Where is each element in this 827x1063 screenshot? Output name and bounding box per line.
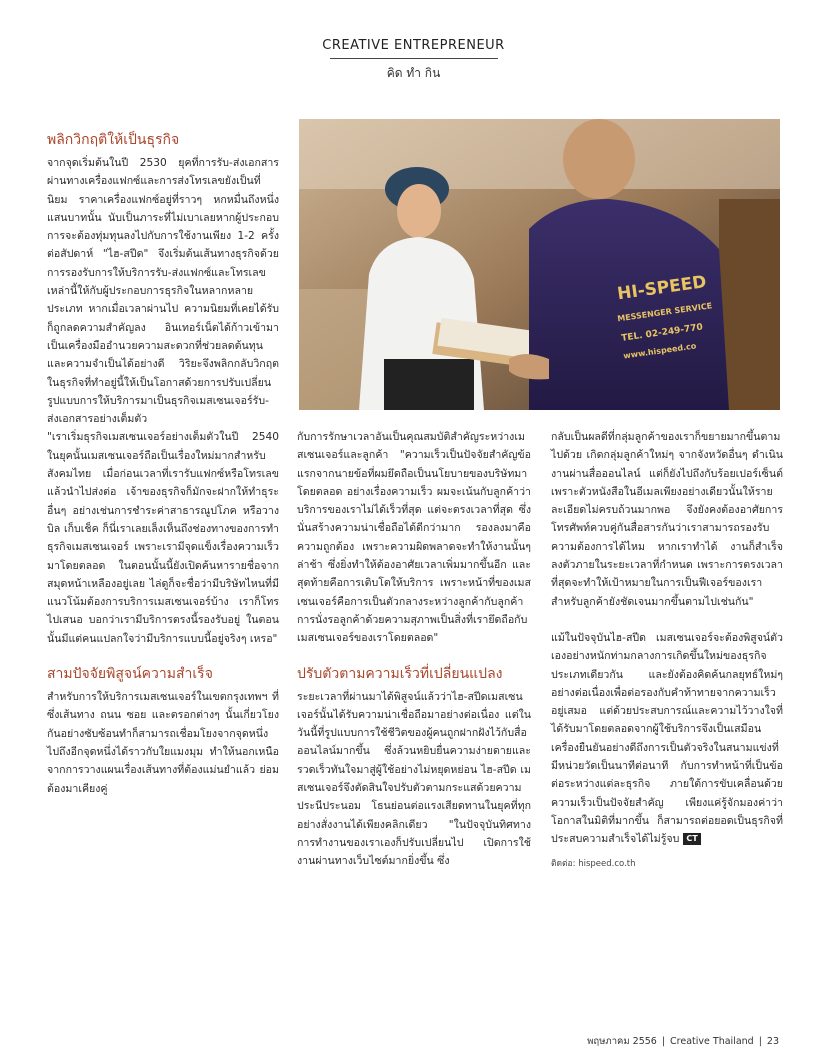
jacket-phone: TEL. 02-249-770 (620, 322, 704, 344)
heading-adapt: ปรับตัวตามความเร็วที่เปลี่ยนแปลง (297, 665, 503, 682)
section-title: CREATIVE ENTREPRENEUR (322, 38, 505, 53)
col1-paragraph-3: สำหรับการให้บริการเมสเซนเจอร์ในเขตกรุงเทพฯ ที่ซึ่งเส้นทาง ถนน ซอย และตรอกต่างๆ นั้นเกี่ยวโยงกันอย่างซับซ้อนทำก็สามารถเชื่อมโยงจากจุดหนึ่งไปถึงอีกจุดหนึ่งได้ราวกับใยแมงมุม ทำให้นอกเหนือจากการวางแผนเรื่องเส้นทางที่ต้องแม่นยำแล้ว ย่อมต้องมาเคียงคู่ (47, 691, 279, 795)
column-1 (47, 128, 279, 798)
jacket-brand: HI-SPEED (616, 272, 708, 305)
contact-credit: ติดต่อ: hispeed.co.th (551, 858, 636, 869)
page-number: 23 (766, 1036, 779, 1047)
column-3 (551, 428, 783, 873)
column-2 (297, 428, 531, 871)
ct-end-badge: CT (683, 833, 700, 845)
jacket-service: MESSENGER SERVICE (616, 301, 713, 324)
heading-three-factors: สามปัจจัยพิสูจน์ความสำเร็จ (47, 666, 213, 683)
col3-paragraph-2-text: แม้ในปัจจุบันไฮ-สปีด เมสเซนเจอร์จะต้องพิสูจน์ตัวเองอย่างหนักท่ามกลางการเกิดขึ้นใหม่ของธุรกิจประเภทเดียวกัน และยังต้องคิดค้นกลยุทธ์ใหม่ๆ อย่างต่อเนื่องเพื่อต่อรองกับคำท้าทายจากความเร็วอยู่เสมอ แต่ด้วยประสบการณ์และความไว้วางใจที่ได้รับมาโดยตลอดจากผู้ใช้บริการจึงเป็นเสมือนเครื่องยืนยันอย่างดีถึงการเป็นตัวจริงในสนามแข่งที่มีหน่วยวัดเป็นนาทีต่อนาที กับการทำหน้าที่เป็นข้อต่อระหว่างแต่ละธุรกิจ ภายใต้การขับเคลื่อนด้วยความเร็วเป็นปัจจัยสำคัญ เพียงแค่รู้จักมองค่าว่าโอกาสในมิติที่มากขึ้น ก็สามารถต่อยอดเป็นธุรกิจที่ประสบความสำเร็จได้ไม่รู้จบ (551, 631, 783, 846)
col3-paragraph-1: กลับเป็นผลดีที่กลุ่มลูกค้าของเราก็ขยายมากขึ้นตามไปด้วย เกิดกลุ่มลูกค้าใหม่ๆ จากจังหวัดอื่นๆ ดำเนินงานผ่านสื่อออนไลน์ แต่ก็ยังไปถึงกับร้อยเปอร์เซ็นต์ เพราะตัวหนังสือในอีเมลเพียงอย่างเดียวนั้นให้รายละเอียดไม่ครบถ้วนมากพอ จึงยังคงต้องอาศัยการโทรศัพท์ควบคู่กันสื่อสารกันว่าเราสามารถรองรับความต้องการได้ไหม หากเราทำได้ งานก็สำเร็จลงตัวภายในระยะเวลาที่กำหนด เพราะการตรงเวลาที่สุดจะทำให้เป้าหมายในการเป็นฟีเจอร์ของเราสำหรับลูกค้ายังชัดเจนมากขึ้นตามไปเช่นกัน" (551, 431, 783, 608)
page-footer: พฤษภาคม 2556 | Creative Thailand | 23 (587, 1036, 779, 1047)
section-divider (330, 58, 498, 59)
col2-paragraph-2: ระยะเวลาที่ผ่านมาได้พิสูจน์แล้วว่าไฮ-สปีดเมสเซนเจอร์นั้นได้รับความน่าเชื่อถือมาอย่างต่อเนื่อง แต่ในวันนี้ที่รูปแบบการใช้ชีวิตของผู้คนถูกฝากฝังไว้กับสื่อออนไลน์มากขึ้น ซึ่งล้วนหยิบยื่นความง่ายดายและรวดเร็วทันใจมาสู่ผู้ใช้อย่างไม่หยุดหย่อน ไฮ-สปีด เมสเซนเจอร์จึงตัดสินใจปรับตัวตามกระแสด้วยความประนีประนอม โธนย่อนต่อแรงเสียดทานในยุคที่ทุกอย่างสั่งงานได้เพียงคลิกเดียว "ในปัจจุบันทิศทางการทำงานของเราเองก็ปรับเปลี่ยนไป เปิดการใช้งานผ่านทางเว็บไซต์มากยิ่งขึ้น ซึ่ง (297, 690, 531, 868)
section-subtitle: คิด ทำ กิน (386, 66, 441, 80)
col1-paragraph-1: จากจุดเริ่มต้นในปี 2530 ยุคที่การรับ-ส่งเอกสารผ่านทางเครื่องแฟกซ์และการส่งโทรเลขยังเป็นที่นิยม ราคาเครื่องแฟกซ์อยู่ที่ราวๆ หกหมื่นถึงหนึ่งแสนบาทนั้น นับเป็นภาระที่ไม่เบาเลยหากผู้ประกอบการจะต้องทุ่มทุนลงไปกับการใช้งานเพียง 1-2 ครั้งต่อสัปดาห์ "ไฮ-สปีด" จึงเริ่มต้นเส้นทางธุรกิจด้วยการรองรับการให้บริการรับ-ส่งแฟกซ์และโทรเลขเหล่านี้ให้กับผู้ประกอบการธุรกิจในหลากหลายประเภท หากเมื่อเวลาผ่านไป ความนิยมที่เคยได้รับก็ถูกลดความสำคัญลง อินเทอร์เน็ตได้ก้าวเข้ามาเป็นเครื่องมืออำนวยความสะดวกที่ช่วยลดต้นทุนและความจำเป็นได้อย่างดี วิริยะจึงพลิกกลับวิกฤตในธุรกิจที่ทำอยู่นี้ให้เป็นโอกาสด้วยการปรับเปลี่ยนรูปแบบการให้บริการมาเป็นธุรกิจเมสเซนเจอร์รับ-ส่งเอกสารอย่างเต็มตัว (47, 157, 279, 426)
jacket-website: www.hispeed.co (622, 341, 697, 361)
heading-crisis: พลิกวิกฤติให้เป็นธุรกิจ (47, 132, 180, 148)
messenger-photo (299, 119, 780, 410)
footer-magazine: Creative Thailand (670, 1036, 754, 1047)
col2-paragraph-1: กับการรักษาเวลาอันเป็นคุณสมบัติสำคัญระหว่างเมสเซนเจอร์และลูกค้า "ความเร็วเป็นปัจจัยสำคัญข้อแรกจากนายข้อที่ผมยึดถือเป็นนโยบายของบริษัทมาโดยตลอด อย่างเรื่องความเร็ว ผมจะเน้นกับลูกค้าว่าบริการของเราไม่ได้เร็วที่สุด แต่จะตรงเวลาที่สุด ซึ่งนั่นสร้างความน่าเชื่อถือได้ดีกว่ามาก รองลงมาคือความถูกต้อง เพราะความผิดพลาดจะทำให้งานนั้นๆ ล่าช้า ซึ่งยิ่งทำให้ต้องอาศัยเวลาเพิ่มมากขึ้นอีก และสุดท้ายคือการเติบโตให้บริการ เพราะหน้าที่ของเมสเซนเจอร์คือการเป็นตัวกลางระหว่างลูกค้ากับลูกค้า การนั่งรอลูกค้าด้วยความสุภาพเป็นสิ่งที่เรายึดถือกับเมสเซนเจอร์ของเราโดยตลอด" (297, 431, 531, 645)
col1-paragraph-2: "เราเริ่มธุรกิจเมสเซนเจอร์อย่างเต็มตัวในปี 2540 ในยุคนั้นเมสเซนเจอร์ถือเป็นเรื่องใหม่มากสำหรับสังคมไทย เมื่อก่อนเวลาที่เรารับแฟกซ์หรือโทรเลขแล้วนำไปส่งต่อ เจ้าของธุรกิจก็มักจะฝากให้ทำธุระอื่นๆ อย่างเช่นการชำระค่าสาธารณูปโภค หรือวางบิล เก็บเช็ค ก็นี่เราเลยเล็งเห็นถึงช่องทางของการทำธุรกิจเมสเซนเจอร์ เพราะเรามีจุดแข็งเรื่องความเร็วมาโดยตลอด ในตอนนั้นนี้ยังเปิดค้นหารายชื่อจากสมุดหน้าเหลืองอยู่เลย ไล่ดูก็จะชื่อว่ามีบริษัทไหนที่มีแนวโน้มต้องการบริการเมสเซนเจอร์บ้าง เราก็โทรไปเสนอ บอกว่าเรามีบริการตรงนี้รองรับอยู่ ในตอนนั้นมีแต่คนแปลกใจว่ามีบริการแบบนี้อยู่จริงๆ เหรอ" (47, 431, 279, 645)
col3-paragraph-2 (551, 629, 783, 849)
footer-date: พฤษภาคม 2556 (587, 1036, 657, 1047)
